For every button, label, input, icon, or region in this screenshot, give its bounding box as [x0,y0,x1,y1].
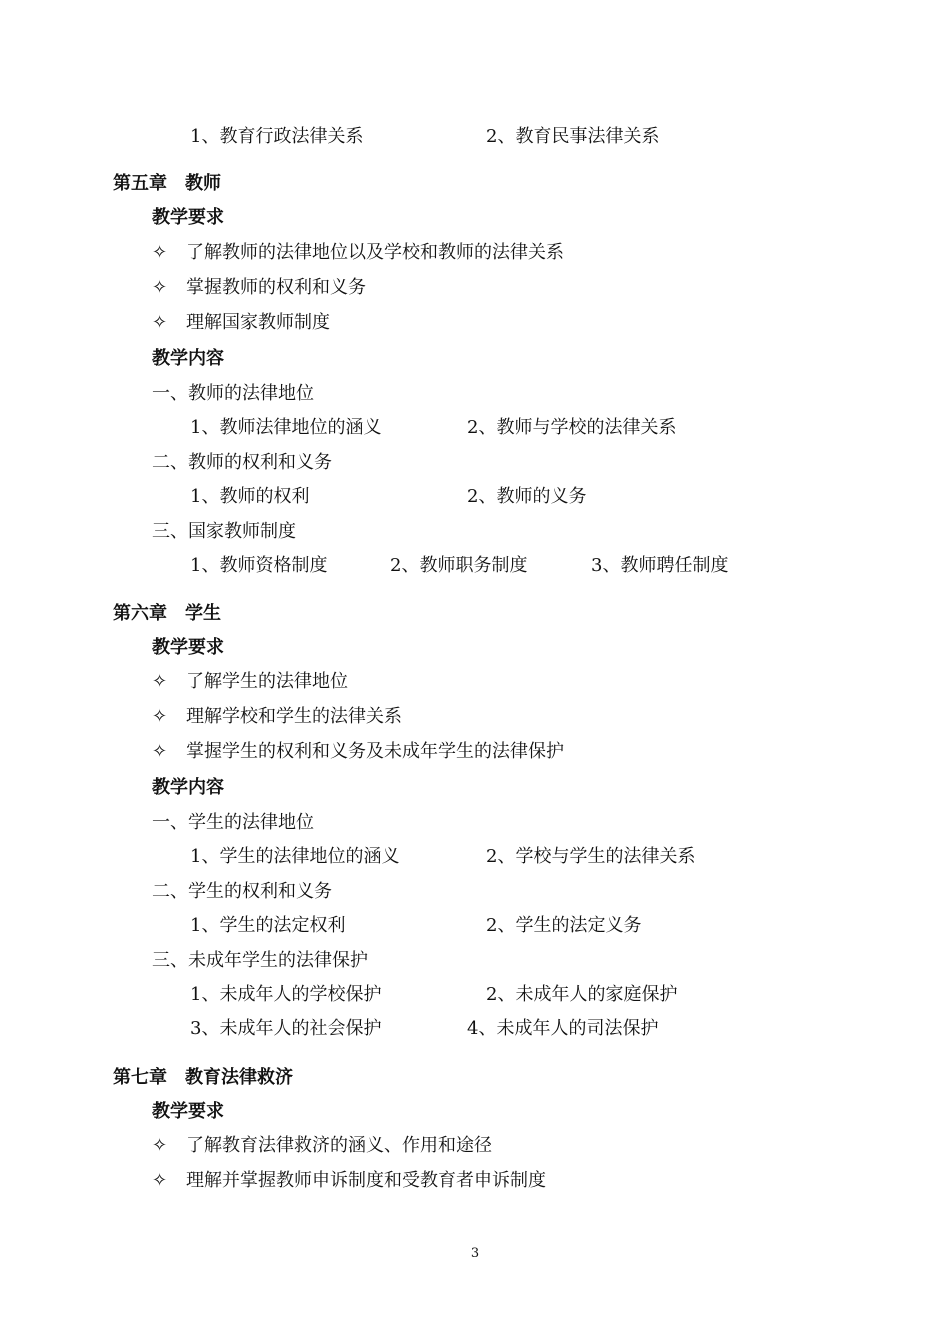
list-item: 2、教育民事法律关系 [486,126,660,147]
teaching-requirements-heading: 教学要求 [152,207,224,228]
list-item: 2、学生的法定义务 [486,915,642,936]
list-item: 2、教师与学校的法律关系 [467,417,677,438]
list-item: 1、教师资格制度 [190,555,328,576]
diamond-bullet-icon: ✧ [152,671,168,692]
diamond-bullet-icon: ✧ [152,312,168,333]
teaching-requirements-heading: 教学要求 [152,1101,224,1122]
list-item: 2、未成年人的家庭保护 [486,984,678,1005]
teaching-content-heading: 教学内容 [152,777,224,798]
section-heading: 一、学生的法律地位 [152,812,314,833]
section-heading: 二、学生的权利和义务 [152,881,332,902]
chapter-6-title: 第六章 学生 [113,603,221,624]
list-item: 2、学校与学生的法律关系 [486,846,696,867]
diamond-bullet-icon: ✧ [152,706,168,727]
diamond-bullet-icon: ✧ [152,1135,168,1156]
list-item: 3、教师聘任制度 [591,555,729,576]
list-item: 2、教师职务制度 [390,555,528,576]
diamond-bullet-icon: ✧ [152,741,168,762]
chapter-7-title: 第七章 教育法律救济 [113,1067,293,1088]
requirement-item: ✧ 掌握教师的权利和义务 [152,277,366,298]
requirement-item: ✧ 理解学校和学生的法律关系 [152,706,402,727]
requirement-item: ✧ 理解并掌握教师申诉制度和受教育者申诉制度 [152,1170,546,1191]
diamond-bullet-icon: ✧ [152,242,168,263]
teaching-requirements-heading: 教学要求 [152,637,224,658]
requirement-item: ✧ 理解国家教师制度 [152,312,330,333]
chapter-5-title: 第五章 教师 [113,173,221,194]
list-item: 3、未成年人的社会保护 [190,1018,382,1039]
list-item: 1、教师的权利 [190,486,310,507]
section-heading: 一、教师的法律地位 [152,383,314,404]
list-item: 1、未成年人的学校保护 [190,984,382,1005]
list-item: 1、教育行政法律关系 [190,126,364,147]
section-heading: 二、教师的权利和义务 [152,452,332,473]
requirement-item: ✧ 掌握学生的权利和义务及未成年学生的法律保护 [152,741,564,762]
section-heading: 三、国家教师制度 [152,521,296,542]
page-number: 3 [470,1246,480,1261]
section-heading: 三、未成年学生的法律保护 [152,950,368,971]
requirement-item: ✧ 了解教师的法律地位以及学校和教师的法律关系 [152,242,564,263]
teaching-content-heading: 教学内容 [152,348,224,369]
list-item: 1、教师法律地位的涵义 [190,417,382,438]
requirement-item: ✧ 了解学生的法律地位 [152,671,348,692]
list-item: 1、学生的法律地位的涵义 [190,846,400,867]
requirement-item: ✧ 了解教育法律救济的涵义、作用和途径 [152,1135,492,1156]
diamond-bullet-icon: ✧ [152,1170,168,1191]
diamond-bullet-icon: ✧ [152,277,168,298]
list-item: 1、学生的法定权利 [190,915,346,936]
list-item: 4、未成年人的司法保护 [467,1018,659,1039]
list-item: 2、教师的义务 [467,486,587,507]
